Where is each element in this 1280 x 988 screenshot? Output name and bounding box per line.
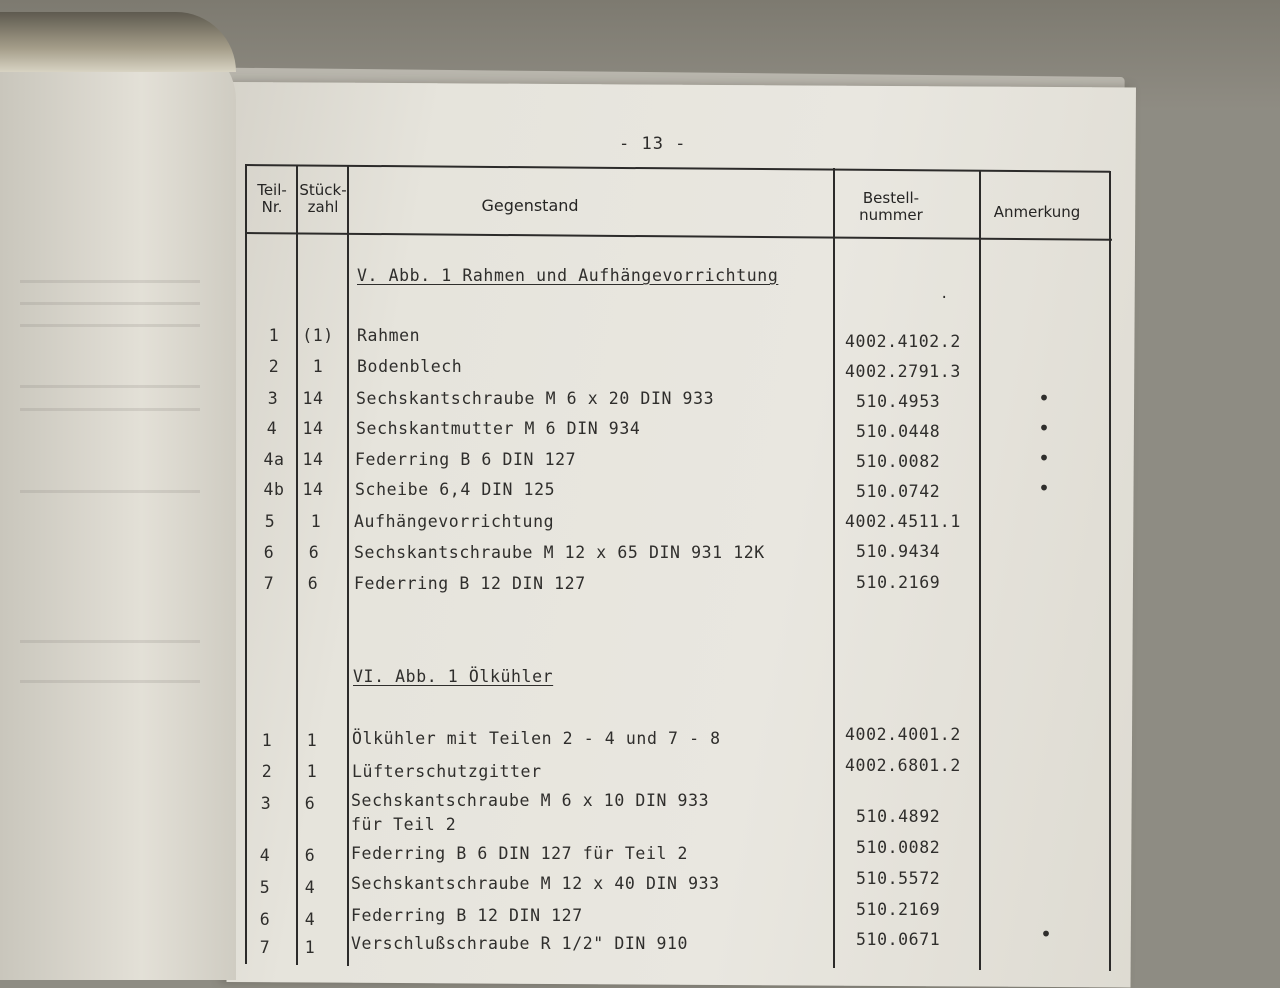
row-count: 14 [302,480,324,499]
row-order-number: 510.9434 [856,542,941,561]
note-mark: • [1038,416,1051,440]
row-order-number: 510.0448 [856,422,941,441]
table-right-border [1109,171,1111,971]
header-stueckzahl: Stück- zahl [299,181,347,216]
row-nr: 1 [261,731,273,750]
row-item: Rahmen [357,326,421,345]
table-header-border [246,232,1112,241]
row-item: Sechskantschraube M 12 x 40 DIN 933 [351,874,720,893]
row-nr: 3 [260,794,272,813]
row-item: Aufhängevorrichtung [354,512,555,531]
row-count: 6 [307,574,319,593]
note-mark: • [1040,922,1053,946]
column-divider [347,166,349,966]
row-order-number: 4002.4511.1 [845,512,961,531]
row-order-number: 4002.2791.3 [845,362,961,381]
column-divider [296,165,298,965]
row-nr: 6 [259,910,271,929]
row-nr: 2 [268,357,280,376]
row-order-number: 510.4892 [856,807,941,826]
row-item: Sechskantmutter M 6 DIN 934 [356,419,641,438]
row-count: 6 [304,794,316,813]
row-item: Federring B 6 DIN 127 für Teil 2 [351,844,689,863]
table-left-border [245,164,247,964]
row-order-number: 510.4953 [856,392,941,411]
note-mark: • [1038,446,1051,470]
row-order-number: 510.5572 [856,869,941,888]
section-title: V. Abb. 1 Rahmen und Aufhängevorrichtung [357,266,779,285]
row-count: 6 [308,543,320,562]
row-nr: 1 [268,326,280,345]
column-divider [833,168,835,968]
row-nr: 6 [263,543,275,562]
note-mark: • [1038,476,1051,500]
column-divider [979,170,981,970]
row-count: 1 [304,938,316,957]
row-order-number: 4002.6801.2 [845,756,961,775]
section-title: VI. Abb. 1 Ölkühler [353,667,554,686]
row-item: Federring B 6 DIN 127 [355,450,577,469]
row-order-number: 510.2169 [856,900,941,919]
row-order-number: 510.2169 [856,573,941,592]
row-item: Ölkühler mit Teilen 2 - 4 und 7 - 8 [352,729,721,748]
header-anmerkung: Anmerkung [993,203,1081,221]
row-order-number: 4002.4001.2 [845,725,961,744]
page-number: - 13 - [619,134,687,154]
row-nr: 4b [263,480,285,499]
row-nr: 7 [259,938,271,957]
row-item: Sechskantschraube M 6 x 20 DIN 933 [356,389,715,408]
row-count: 4 [304,910,316,929]
row-item: Sechskantschraube M 6 x 10 DIN 933 [351,791,710,810]
row-nr: 4a [263,450,285,469]
row-item: Sechskantschraube M 12 x 65 DIN 931 12K [354,543,765,562]
note-mark: . [940,286,949,302]
row-item: Scheibe 6,4 DIN 125 [355,480,556,499]
row-item-continued: für Teil 2 [351,815,457,834]
row-nr: 5 [264,512,276,531]
note-mark: • [1038,386,1051,410]
row-count: 1 [306,762,318,781]
row-order-number: 4002.4102.2 [845,332,961,351]
row-item: Lüfterschutzgitter [352,762,542,781]
row-item: Bodenblech [357,357,463,376]
row-count: 14 [302,389,324,408]
row-order-number: 510.0671 [856,930,941,949]
row-order-number: 510.0082 [856,838,941,857]
row-nr: 3 [267,389,279,408]
row-count: 4 [304,878,316,897]
row-nr: 4 [259,846,271,865]
row-count: 6 [304,846,316,865]
header-bestellnummer: Bestell- nummer [859,189,923,224]
row-count: 1 [312,357,324,376]
row-nr: 7 [263,574,275,593]
row-count: 1 [310,512,322,531]
row-item: Federring B 12 DIN 127 [351,906,583,925]
row-item: Federring B 12 DIN 127 [354,574,586,593]
row-nr: 2 [261,762,273,781]
row-order-number: 510.0742 [856,482,941,501]
row-count: 14 [302,450,324,469]
row-count: (1) [302,326,334,345]
header-teil-nr: Teil- Nr. [257,181,287,216]
row-count: 14 [302,419,324,438]
row-nr: 5 [259,878,271,897]
header-gegenstand: Gegenstand [481,196,579,215]
row-nr: 4 [266,419,278,438]
row-order-number: 510.0082 [856,452,941,471]
row-item: Verschlußschraube R 1/2" DIN 910 [351,934,689,953]
row-count: 1 [306,731,318,750]
